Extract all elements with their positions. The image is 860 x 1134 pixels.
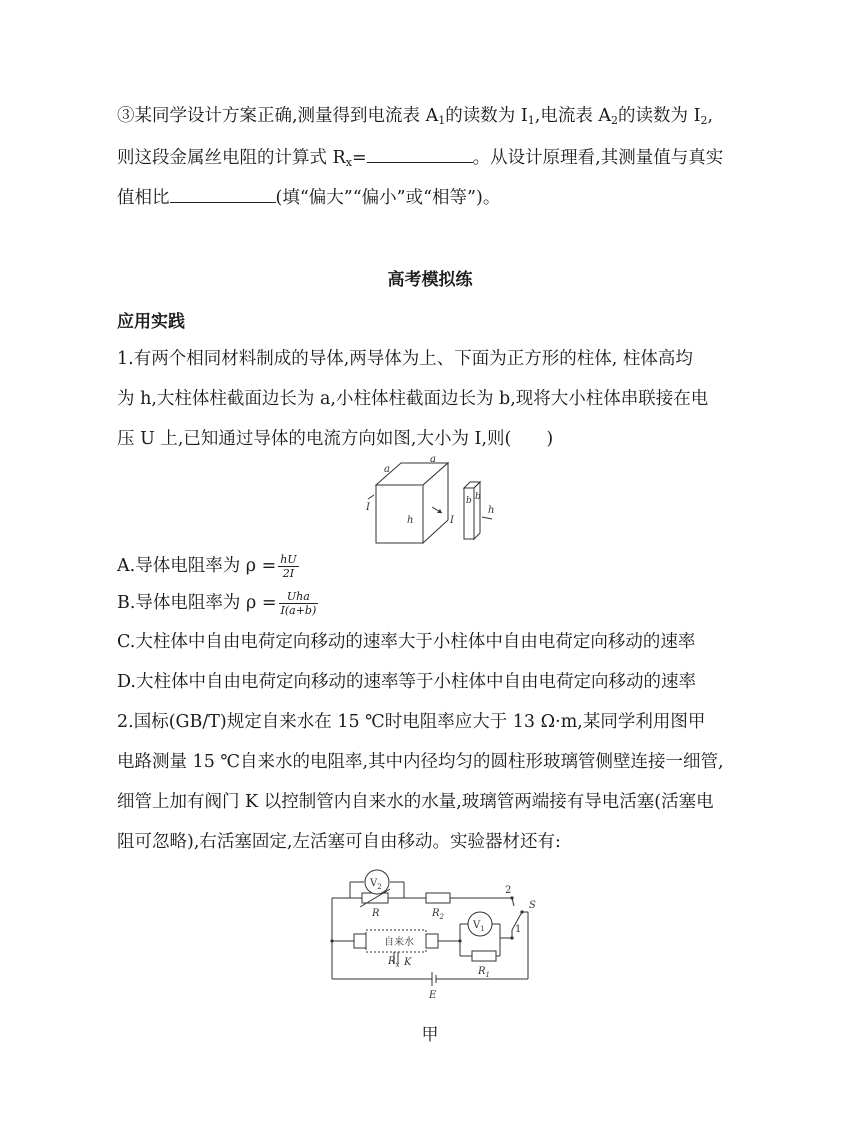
- option-a[interactable]: A.导体电阻率为 ρ = $\frac{hU}{2I}$: [117, 553, 297, 580]
- p1-line-1: 1.有两个相同材料制成的导体,两导体为上、下面为正方形的柱体, 柱体高均: [117, 349, 693, 369]
- q3-line-2: 则这段金属丝电阻的计算式 $R_x=$ 。从设计原理看,其测量值与真实: [117, 144, 723, 175]
- figure-caption: 甲: [421, 1025, 439, 1045]
- q3-line-3: 值相比 (填“偏大”“偏小”或“相等”)。: [117, 184, 500, 210]
- label-h-2: h: [488, 505, 495, 516]
- svg-text:R: R: [372, 908, 380, 919]
- svg-text:自来水: 自来水: [384, 937, 414, 948]
- conductor-figure: [358, 455, 508, 550]
- svg-text:R2: $R_2$: [432, 908, 444, 921]
- option-c[interactable]: C.大柱体中自由电荷定向移动的速率大于小柱体中自由电荷定向移动的速率: [117, 632, 696, 652]
- p1-line-2: 为 h,大柱体柱截面边长为 a,小柱体柱截面边长为 b,现将大小柱体串联接在电: [117, 389, 709, 409]
- label-a-2: a: [430, 455, 436, 465]
- q3-line-1: ③某同学设计方案正确,测量得到电流表 $A_1$的读数为 $I_1$,电流表 $A_2$的读数为 $I_2$,: [117, 106, 714, 127]
- p2-line-3: 细管上加有阀门 K 以控制管内自来水的水量,玻璃管两端接有导电活塞(活塞电: [117, 792, 714, 812]
- p2-line-4: 阻可忽略),右活塞固定,左活塞可自由移动。实验器材还有:: [117, 832, 561, 852]
- current-arrow-1: [368, 495, 374, 499]
- p2-line-2: 电路测量 15 ℃自来水的电阻率,其中内径均匀的圆柱形玻璃管侧壁连接一细管,: [117, 752, 724, 772]
- label-a-1: a: [384, 464, 390, 475]
- label-h-1: h: [407, 515, 414, 526]
- svg-text:1: 1: [515, 924, 522, 935]
- circuit-diagram: [322, 868, 542, 1003]
- label-I-1: I: [366, 502, 370, 513]
- svg-text:2: 2: [505, 885, 512, 896]
- answer-blank-formula[interactable]: [367, 144, 473, 163]
- label-I-2: I: [450, 515, 454, 526]
- svg-text:K: K: [404, 957, 412, 968]
- current-arrow-3: [482, 517, 492, 519]
- svg-text:Rx: $R_x$: [388, 956, 400, 969]
- label-b-1: b: [466, 496, 472, 506]
- section-title: 高考模拟练: [387, 270, 473, 290]
- p1-line-3: 压 U 上,已知通过导体的电流方向如图,大小为 I,则( ): [117, 429, 554, 449]
- fraction-b: $\frac{\text{Uha}}{I(a+b)}$: [280, 590, 317, 617]
- svg-text:R1: $R_1$: [478, 966, 490, 979]
- fraction-a: $\frac{hU}{2I}$: [280, 553, 297, 580]
- svg-text:V1: $V_1$: [473, 920, 485, 933]
- svg-text:S: S: [529, 900, 536, 911]
- svg-text:V2: $V_2$: [370, 878, 382, 891]
- label-b-2: b: [475, 492, 481, 502]
- svg-text:E: E: [429, 990, 437, 1001]
- answer-blank-comparison[interactable]: [170, 184, 276, 203]
- option-d[interactable]: D.大柱体中自由电荷定向移动的速率等于小柱体中自由电荷定向移动的速率: [117, 672, 696, 692]
- p2-line-1: 2.国标(GB/T)规定自来水在 15 ℃时电阻率应大于 13 Ω·m,某同学利用图甲: [117, 712, 706, 732]
- subsection-title: 应用实践: [117, 312, 185, 332]
- option-b[interactable]: B.导体电阻率为 ρ = $\frac{\text{Uha}}{I(a+b)}$: [117, 590, 317, 617]
